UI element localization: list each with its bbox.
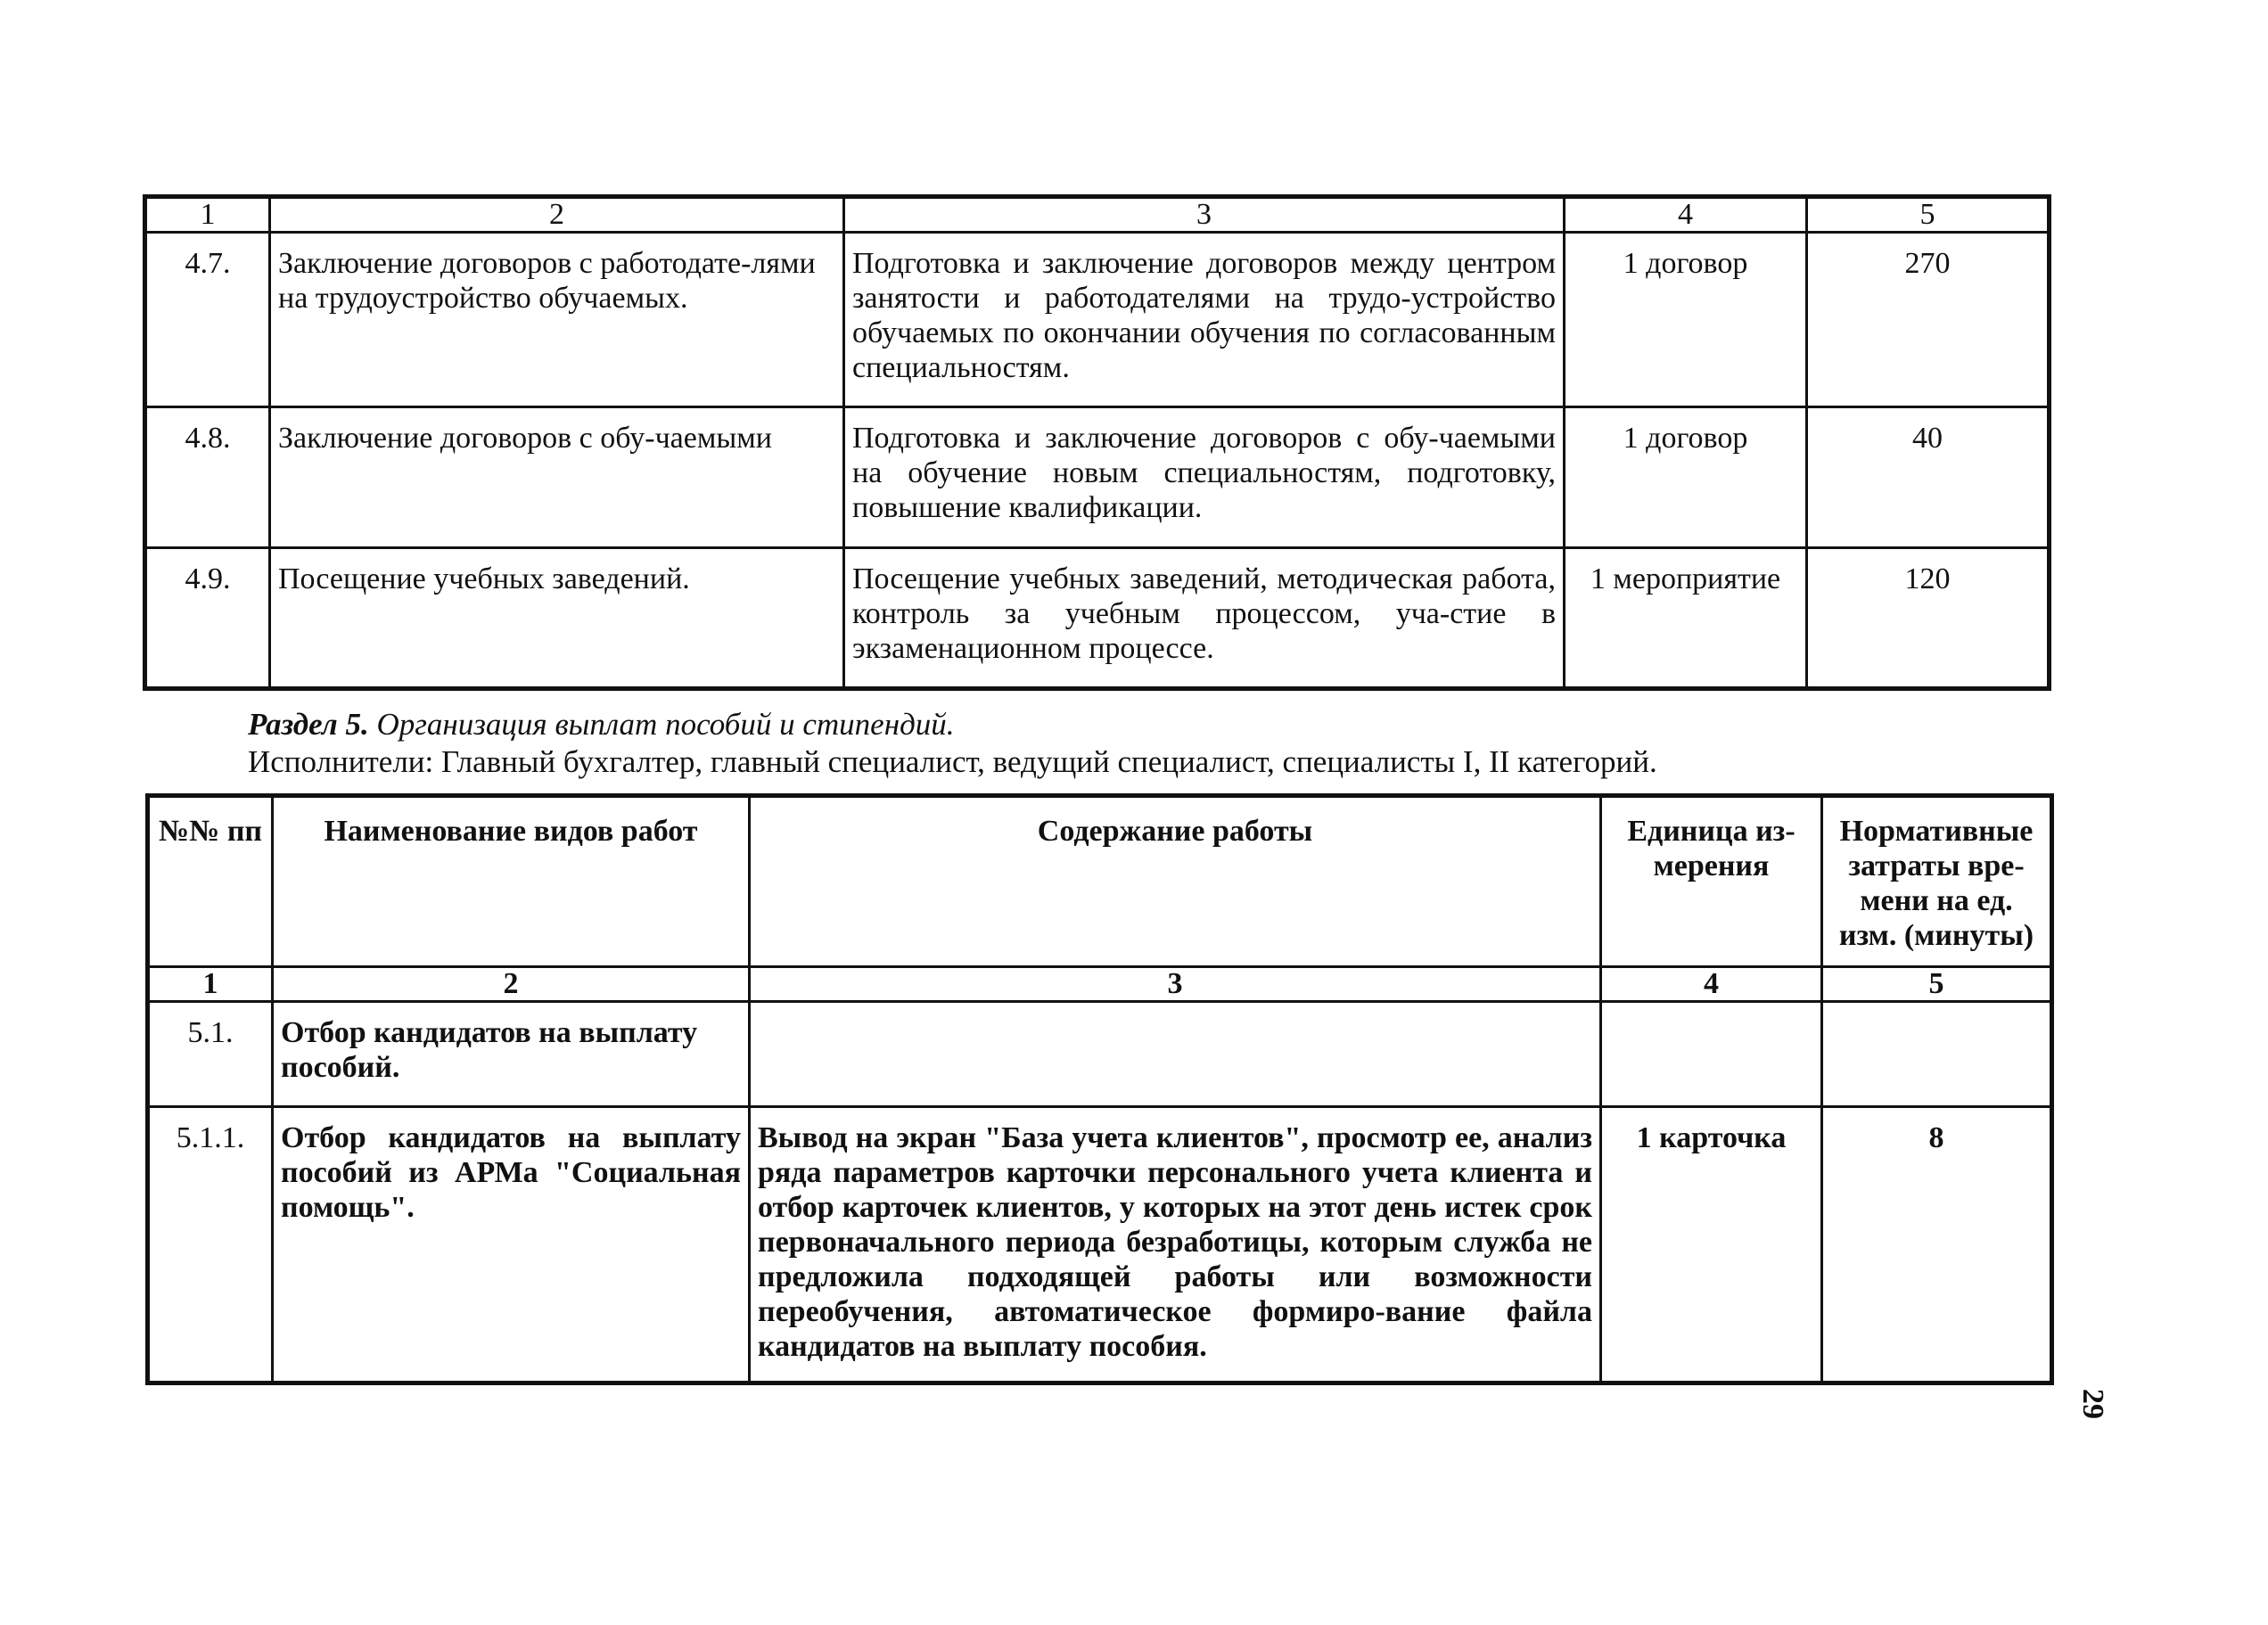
row-number: 4.7. bbox=[145, 233, 270, 407]
unit-of-measure bbox=[1601, 1002, 1822, 1107]
header-time-norm: Нормативные затраты вре-мени на ед. изм. (минуты) bbox=[1822, 796, 2052, 967]
work-name: Отбор кандидатов на выплату пособий. bbox=[273, 1002, 750, 1107]
time-norm bbox=[1822, 1002, 2052, 1107]
work-name: Отбор кандидатов на выплату пособий из АРМа "Социальная помощь". bbox=[273, 1107, 750, 1383]
section-heading bbox=[248, 706, 1986, 781]
time-norm: 40 bbox=[1807, 407, 2050, 548]
unit-of-measure: 1 договор bbox=[1565, 407, 1807, 548]
time-norm: 120 bbox=[1807, 548, 2050, 689]
column-index-row bbox=[145, 197, 2050, 233]
row-number: 4.8. bbox=[145, 407, 270, 548]
column-index-1: 1 bbox=[148, 967, 273, 1002]
header-work-name: Наименование видов работ bbox=[273, 796, 750, 967]
work-content: Посещение учебных заведений, методическая работа, контроль за учебным процессом, уча-стие в экзаменационном процессе. bbox=[844, 548, 1565, 689]
row-number: 5.1.1. bbox=[148, 1107, 273, 1383]
section-title bbox=[248, 706, 1986, 743]
section-label: Раздел 5. bbox=[248, 707, 369, 742]
column-index-4: 4 bbox=[1601, 967, 1822, 1002]
column-index-row bbox=[148, 967, 2052, 1002]
unit-of-measure: 1 мероприятие bbox=[1565, 548, 1807, 689]
table-header-row bbox=[148, 796, 2052, 967]
table-row bbox=[145, 407, 2050, 548]
column-index-1: 1 bbox=[145, 197, 270, 233]
header-number: №№ пп bbox=[148, 796, 273, 967]
unit-of-measure: 1 карточка bbox=[1601, 1107, 1822, 1383]
header-work-content: Содержание работы bbox=[750, 796, 1601, 967]
section-executors: Исполнители: Главный бухгалтер, главный специалист, ведущий специалист, специалисты I, II категорий. bbox=[248, 744, 1657, 779]
works-table-section-4 bbox=[143, 194, 2051, 691]
table-row bbox=[148, 1107, 2052, 1383]
work-name: Посещение учебных заведений. bbox=[270, 548, 844, 689]
work-content: Подготовка и заключение договоров между центром занятости и работодателями на трудо-устройство обучаемых по окончании обучения по согласованным специальностям. bbox=[844, 233, 1565, 407]
unit-of-measure: 1 договор bbox=[1565, 233, 1807, 407]
table-row bbox=[145, 233, 2050, 407]
table-row bbox=[145, 548, 2050, 689]
column-index-2: 2 bbox=[273, 967, 750, 1002]
table-row bbox=[148, 1002, 2052, 1107]
work-content bbox=[750, 1002, 1601, 1107]
column-index-2: 2 bbox=[270, 197, 844, 233]
works-table-section-5 bbox=[145, 793, 2054, 1385]
column-index-3: 3 bbox=[844, 197, 1565, 233]
row-number: 5.1. bbox=[148, 1002, 273, 1107]
section-title-text: Организация выплат пособий и стипендий. bbox=[376, 707, 955, 742]
page-number: 29 bbox=[2076, 1389, 2109, 1419]
time-norm: 270 bbox=[1807, 233, 2050, 407]
time-norm: 8 bbox=[1822, 1107, 2052, 1383]
work-name: Заключение договоров с обу-чаемыми bbox=[270, 407, 844, 548]
work-content: Вывод на экран "База учета клиентов", просмотр ее, анализ ряда параметров карточки персонального учета клиента и отбор карточек клиентов, у которых на этот день истек срок первоначального периода безработицы, которым служба не предложила подходящей работы или возможности переобучения, автоматическое формиро-вание файла кандидатов на выплату пособия. bbox=[750, 1107, 1601, 1383]
header-unit: Единица из-мерения bbox=[1601, 796, 1822, 967]
column-index-5: 5 bbox=[1807, 197, 2050, 233]
column-index-3: 3 bbox=[750, 967, 1601, 1002]
work-content: Подготовка и заключение договоров с обу-чаемыми на обучение новым специальностям, подготовку, повышение квалификации. bbox=[844, 407, 1565, 548]
column-index-4: 4 bbox=[1565, 197, 1807, 233]
column-index-5: 5 bbox=[1822, 967, 2052, 1002]
work-name: Заключение договоров с работодате-лями на трудоустройство обучаемых. bbox=[270, 233, 844, 407]
row-number: 4.9. bbox=[145, 548, 270, 689]
